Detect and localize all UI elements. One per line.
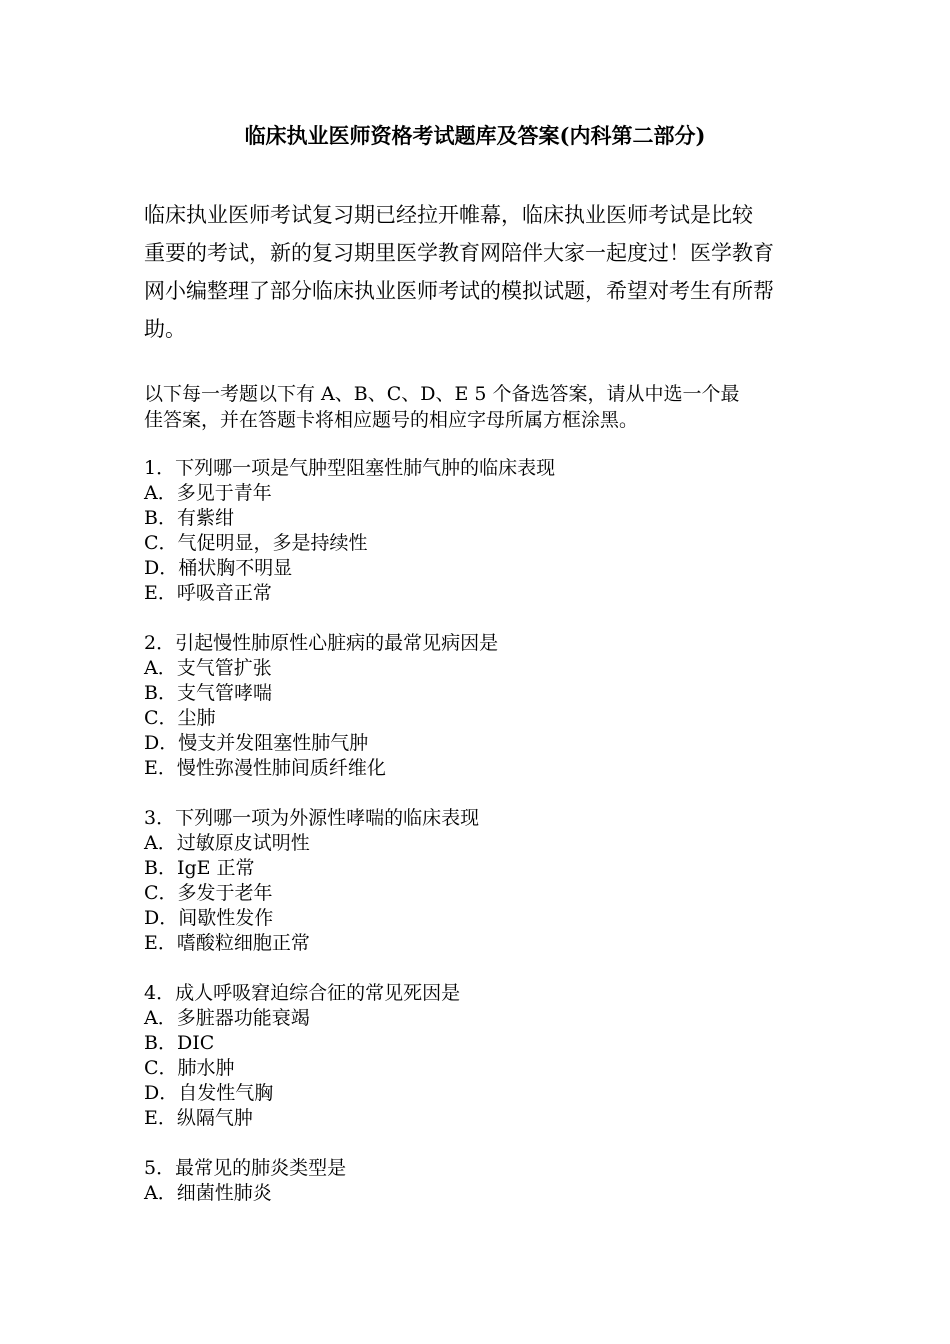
answer-option: E．呼吸音正常 [144, 582, 272, 604]
answer-option: B．DIC [144, 1032, 215, 1054]
question-stem: 1．下列哪一项是气肿型阻塞性肺气肿的临床表现 [144, 457, 556, 479]
answer-option: A．支气管扩张 [144, 657, 272, 679]
page-title: 临床执业医师资格考试题库及答案(内科第二部分) [244, 123, 706, 148]
answer-option: A．多见于青年 [144, 482, 272, 504]
question-5 [144, 1156, 810, 1206]
answer-option: C．肺水肿 [144, 1057, 235, 1079]
answer-option: A．细菌性肺炎 [144, 1182, 272, 1204]
question-stem: 5．最常见的肺炎类型是 [144, 1157, 347, 1179]
answer-option: C．尘肺 [144, 707, 216, 729]
instruction-line: 佳答案，并在答题卡将相应题号的相应字母所属方框涂黑。 [144, 409, 639, 431]
answer-option: D．慢支并发阻塞性肺气肿 [144, 732, 369, 754]
question-stem: 2．引起慢性肺原性心脏病的最常见病因是 [144, 632, 499, 654]
answer-option: C．气促明显，多是持续性 [144, 532, 368, 554]
question-4 [144, 981, 810, 1131]
answer-option: E．嗜酸粒细胞正常 [144, 932, 310, 954]
answer-option: A．过敏原皮试明性 [144, 832, 310, 854]
answer-option: E．慢性弥漫性肺间质纤维化 [144, 757, 386, 779]
question-stem: 3．下列哪一项为外源性哮喘的临床表现 [144, 807, 480, 829]
question-1 [144, 456, 810, 606]
question-3 [144, 806, 810, 956]
instruction-paragraph [144, 381, 810, 433]
answer-option: B．支气管哮喘 [144, 682, 272, 704]
answer-option: A．多脏器功能衰竭 [144, 1007, 310, 1029]
answer-option: D．自发性气胸 [144, 1082, 274, 1104]
answer-option: D．桶状胸不明显 [144, 557, 293, 579]
intro-line: 临床执业医师考试复习期已经拉开帷幕，临床执业医师考试是比较 [144, 203, 753, 227]
answer-option: B．有紫绀 [144, 507, 234, 529]
intro-line: 重要的考试，新的复习期里医学教育网陪伴大家一起度过！医学教育 [144, 241, 774, 265]
question-2 [144, 631, 810, 781]
answer-option: E．纵隔气肿 [144, 1107, 253, 1129]
question-stem: 4．成人呼吸窘迫综合征的常见死因是 [144, 982, 461, 1004]
intro-paragraph [144, 196, 810, 348]
answer-option: B．IgE 正常 [144, 857, 255, 879]
answer-option: D．间歇性发作 [144, 907, 274, 929]
intro-line: 助。 [144, 317, 186, 341]
instruction-line: 以下每一考题以下有 A、B、C、D、E 5 个备选答案，请从中选一个最 [144, 383, 740, 405]
question-list [144, 456, 810, 1231]
answer-option: C．多发于老年 [144, 882, 273, 904]
intro-line: 网小编整理了部分临床执业医师考试的模拟试题，希望对考生有所帮 [144, 279, 774, 303]
